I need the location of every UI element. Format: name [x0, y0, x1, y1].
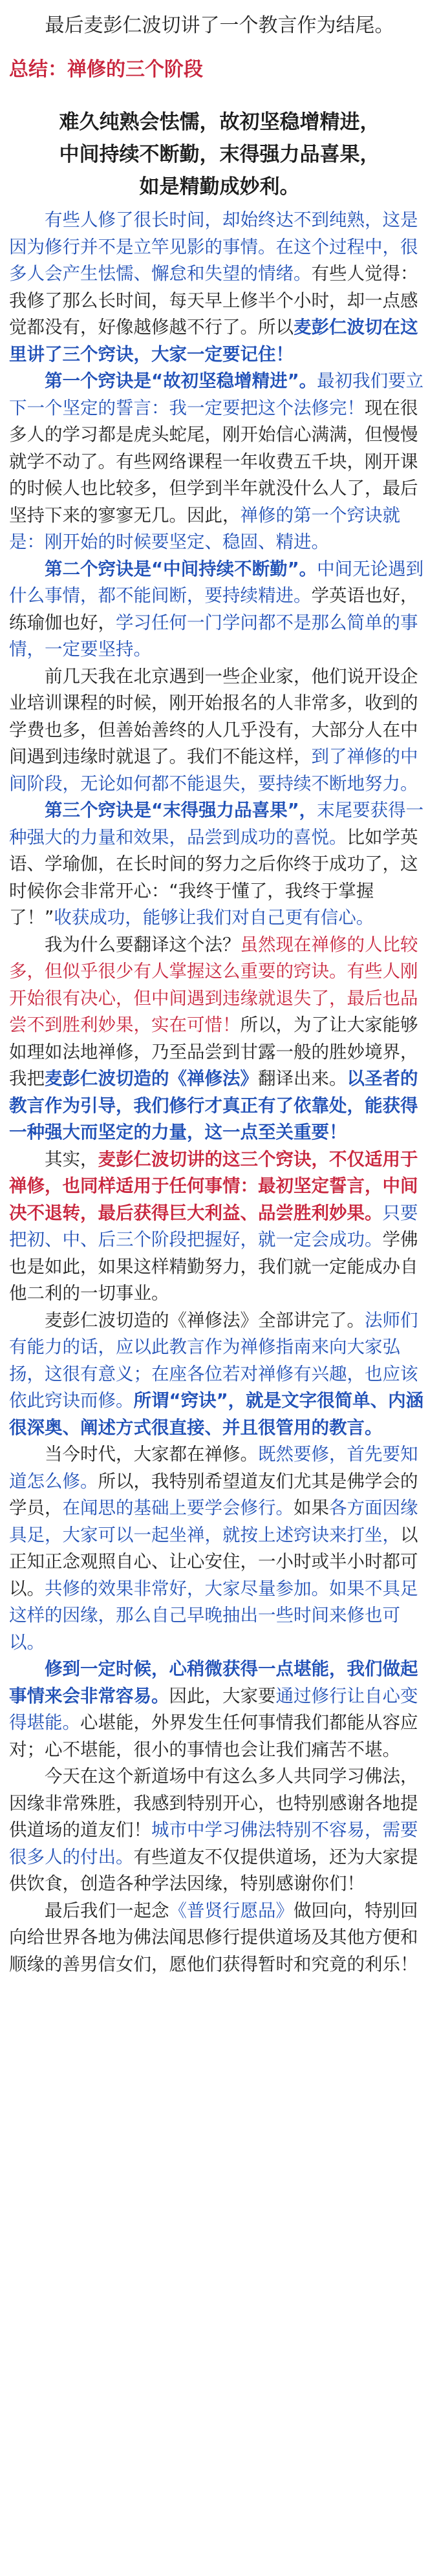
text-run: 以圣者的教言作为引导，我们修行才真正有了依靠处，能获得一种强大而坚定的力量，这一点至关重要！: [9, 1068, 418, 1143]
paragraph: [9, 663, 431, 798]
text-run: 各方面因缘具足，大家可以一起坐禅，就按上述窍诀来打坐，: [9, 1497, 418, 1545]
text-run: 所以，为了让大家能够如理如法地禅修，乃至品尝到甘露一般的胜妙境界，我把: [9, 1014, 418, 1089]
text-run: 禅修的第一个窍诀就是：刚开始的时候要坚定、稳固、精进。: [9, 504, 400, 552]
paragraph: [9, 556, 431, 663]
text-run: 学习任何一门学问都不是那么简单的事情，一定要坚持。: [9, 612, 418, 660]
paragraph: [9, 797, 431, 932]
text-run: 第一个窍诀是“故初坚稳增精进”。: [45, 370, 317, 391]
text-run: 学佛也是如此，如果这样精勤努力，我们就一定能成办自他二利的一切事业。: [9, 1229, 418, 1304]
paragraph: [9, 207, 431, 368]
text-run: 心堪能，外界发生任何事情我们都能从容应对；心不堪能，很小的事情也会让我们痛苦不堪。: [9, 1712, 418, 1760]
text-run: 我为什么要翻译这个法？: [45, 934, 241, 955]
text-run: 因此，大家要: [169, 1685, 276, 1706]
text-run: 最后我们一起念: [45, 1900, 169, 1921]
text-run: 麦彭仁波切在这里讲了三个窍诀，大家一定要记住！: [9, 317, 418, 365]
verse-line: 如是精勤成妙利。: [139, 175, 300, 199]
paragraph: [9, 1441, 431, 1656]
text-run: 共修的效果非常好，大家尽量参加。如果不具足这样的因缘，那么自己早晚抽出一些时间来修也可以。: [9, 1578, 418, 1653]
text-run: 《普贤行愿品》: [169, 1900, 294, 1921]
text-run: 前几天我在北京遇到一些企业家，他们说开设企业培训课程的时候，刚开始报名的人非常多，收到的学费也多，但善始善终的人几乎没有，大部分人在中间遇到违缘时就退了。我们不能这样，: [9, 665, 418, 767]
text-run: 比如学英语、学瑜伽，在长时间的努力之后你终于成功了，这时候你会非常开心：“我终于懂了，我终于掌握了！”: [9, 826, 418, 928]
article-body: [9, 207, 431, 1978]
paragraph: [9, 1898, 431, 1979]
text-run: 有些道友不仅提供道场，还为大家提供饮食，创造各种学法因缘，特别感谢你们！: [9, 1846, 418, 1894]
intro-text: 最后麦彭仁波切讲了一个教言作为结尾。: [45, 14, 394, 37]
verse-line: 中间持续不断勤，末得强力品喜果，: [59, 143, 380, 166]
heading-label: 总结：: [9, 58, 67, 81]
text-run: 中间无论遇到什么事情，都不能间断，要持续精进。: [9, 558, 424, 606]
paragraph: [9, 368, 431, 556]
text-run: 在闻思的基础上要学会修行。: [62, 1497, 294, 1518]
text-run: 其实，: [45, 1148, 98, 1170]
text-run: 如果: [294, 1497, 329, 1518]
text-run: 第二个窍诀是“中间持续不断勤”。: [45, 558, 317, 579]
text-run: 麦彭仁波切造的《禅修法》全部讲完了。: [45, 1309, 365, 1331]
text-run: 末尾要获得一种强大的力量和效果，品尝到成功的喜悦。: [9, 800, 424, 848]
text-run: 第三个窍诀是“末得强力品喜果”，: [45, 800, 317, 821]
text-run: 翻译出来。: [258, 1068, 347, 1089]
text-run: 学英语也好，练瑜伽也好，: [9, 585, 418, 633]
text-run: 所谓“窍诀”，就是文字很简单、内涵很深奥、阐述方式很直接、并且很管用的教言。: [9, 1390, 424, 1438]
verse-line: 难久纯熟会怯懦，故初坚稳增精进，: [59, 111, 380, 134]
text-run: 有些人修了很长时间，却始终达不到纯熟，这是因为修行并不是立竿见影的事情。在这个过程中，很多人会产生怯懦、懈怠和失望的情绪。: [9, 209, 418, 284]
text-run: 当今时代，大家都在禅修。: [45, 1444, 258, 1465]
text-run: 虽然现在禅修的人比较多，但似乎很少有人掌握这么重要的窍诀。有些人刚开始很有决心，但中间遇到违缘就退失了，最后也品尝不到胜利妙果，实在可惜！: [9, 934, 418, 1035]
text-run: 到了禅修的中间阶段，无论如何都不能退失，要持续不断地努力。: [9, 746, 418, 794]
text-run: 修到一定时候，心稍微获得一点堪能，我们做起事情来会非常容易。: [9, 1658, 418, 1706]
paragraph: [9, 1656, 431, 1763]
paragraph: [9, 932, 431, 1146]
paragraph: [9, 1146, 431, 1307]
heading-text: 禅修的三个阶段: [67, 58, 203, 81]
verse-block: [0, 106, 439, 203]
text-run: 既然要修，首先要知道怎么修。: [9, 1444, 418, 1492]
text-run: 城市中学习佛法特别不容易，需要很多人的付出。: [9, 1819, 418, 1867]
text-run: 今天在这个新道场中有这么多人共同学习佛法，因缘非常殊胜，我感到特别开心，也特别感谢各地提供道场的道友们！: [9, 1766, 418, 1840]
text-run: 以正知正念观照自心、让心安住，一小时或半小时都可以。: [9, 1524, 418, 1599]
section-heading: [9, 56, 429, 84]
text-run: 麦彭仁波切造的《禅修法》: [45, 1068, 258, 1089]
text-run: 通过修行让自心变得堪能。: [9, 1685, 418, 1733]
text-run: 所以，我特别希望道友们尤其是佛学会的学员，: [9, 1470, 418, 1518]
paragraph: [9, 1763, 431, 1898]
text-run: 只要把初、中、后三个阶段把握好，就一定会成功。: [9, 1202, 418, 1250]
text-run: 法师们有能力的话，应以此教言作为禅修指南来向大家弘扬，这很有意义；在座各位若对禅修有兴趣，也应该依此窍诀而修。: [9, 1309, 418, 1411]
paragraph: [9, 1307, 431, 1442]
text-run: 收获成功，能够让我们对自己更有信心。: [54, 907, 374, 928]
text-run: 有些人觉得：我修了那么长时间，每天早上修半个小时，却一点感觉都没有，好像越修越不行了。所以: [9, 263, 418, 338]
text-run: 现在很多人的学习都是虎头蛇尾，刚开始信心满满，但慢慢就学不动了。有些网络课程一年收费五千块，刚开课的时候人也比较多，但学到半年就没什么人了，最后坚持下来的寥寥无几。因此，: [9, 397, 418, 526]
text-run: 最初我们要立下一个坚定的誓言：我一定要把这个法修完！: [9, 370, 424, 418]
text-run: 麦彭仁波切讲的这三个窍诀，不仅适用于禅修，也同样适用于任何事情：最初坚定誓言，中间决不退转，最后获得巨大利益、品尝胜利妙果。: [9, 1148, 418, 1223]
text-run: 做回向，特别回向给世界各地为佛法闻思修行提供道场及其他方便和顺缘的善男信女们，愿他们获得暂时和究竟的利乐！: [9, 1900, 418, 1975]
